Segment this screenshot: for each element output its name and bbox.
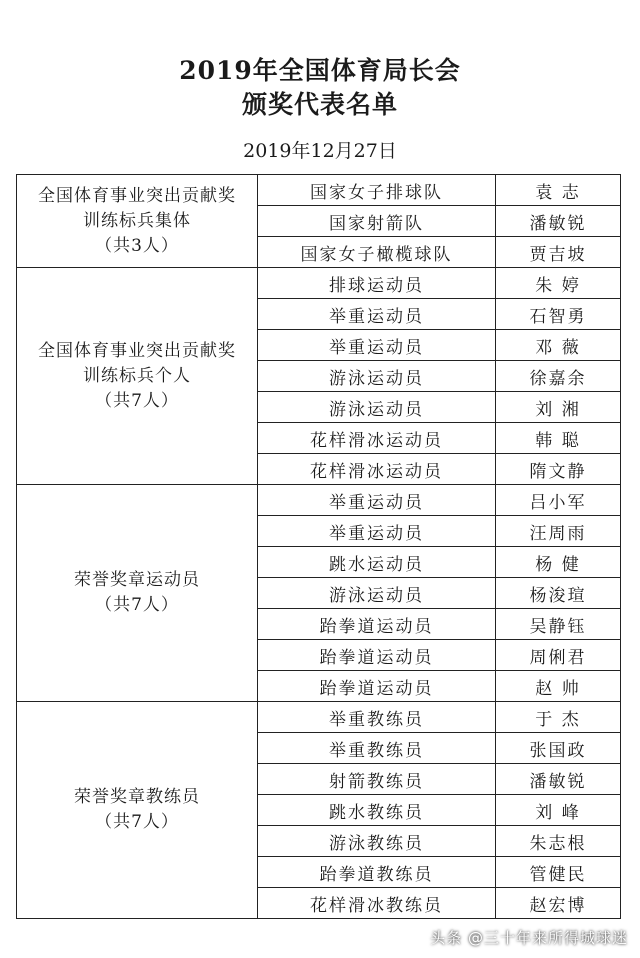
name-cell: 汪周雨 (496, 516, 621, 547)
name-cell: 贾吉坡 (496, 237, 621, 268)
table-row (17, 485, 621, 516)
name-cell: 吴静钰 (496, 609, 621, 640)
award-category-line: 荣誉奖章教练员 (74, 787, 200, 807)
name-cell: 杨 健 (496, 547, 621, 578)
award-category-line: （共7人） (95, 595, 179, 615)
award-category-line: 荣誉奖章运动员 (74, 570, 200, 590)
award-category-line: 全国体育事业突出贡献奖 (38, 185, 236, 206)
role-cell: 举重运动员 (258, 485, 496, 516)
role-cell: 花样滑冰运动员 (258, 423, 496, 454)
role-cell: 跆拳道运动员 (258, 640, 496, 671)
page-title-line-2: 颁奖代表名单 (241, 90, 398, 119)
name-cell: 张国政 (496, 733, 621, 764)
name-cell: 潘敏锐 (496, 764, 621, 795)
role-cell: 跆拳道运动员 (258, 609, 496, 640)
award-roster-table (16, 174, 621, 919)
award-category-line: （共7人） (95, 812, 179, 832)
name-cell: 朱志根 (496, 826, 621, 857)
name-cell: 于 杰 (496, 702, 621, 733)
role-cell: 游泳教练员 (258, 826, 496, 857)
award-category-cell (17, 485, 258, 702)
role-cell: 跳水运动员 (258, 547, 496, 578)
role-cell: 跆拳道教练员 (258, 857, 496, 888)
role-cell: 游泳运动员 (258, 361, 496, 392)
name-cell: 周俐君 (496, 640, 621, 671)
role-cell: 举重教练员 (258, 702, 496, 733)
name-cell: 刘 峰 (496, 795, 621, 826)
role-cell: 跆拳道运动员 (258, 671, 496, 702)
name-cell: 韩 聪 (496, 423, 621, 454)
table-row (17, 268, 621, 299)
role-cell: 国家射箭队 (258, 206, 496, 237)
name-cell: 石智勇 (496, 299, 621, 330)
award-category-cell (17, 268, 258, 485)
name-cell: 袁 志 (496, 175, 621, 206)
name-cell: 吕小军 (496, 485, 621, 516)
award-category-line: 训练标兵个人 (83, 365, 191, 386)
name-cell: 邓 薇 (496, 330, 621, 361)
table-row (17, 175, 621, 206)
role-cell: 举重运动员 (258, 299, 496, 330)
name-cell: 赵宏博 (496, 888, 621, 919)
role-cell: 举重教练员 (258, 733, 496, 764)
award-category-line: （共3人） (95, 235, 179, 256)
role-cell: 跳水教练员 (258, 795, 496, 826)
role-cell: 游泳运动员 (258, 578, 496, 609)
award-category-line: （共7人） (95, 390, 179, 411)
role-cell: 花样滑冰教练员 (258, 888, 496, 919)
table-row (17, 702, 621, 733)
page-title-line-1: 2019年全国体育局长会 (179, 56, 461, 85)
role-cell: 举重运动员 (258, 330, 496, 361)
award-category-cell (17, 175, 258, 268)
award-category-line: 训练标兵集体 (83, 210, 191, 231)
role-cell: 射箭教练员 (258, 764, 496, 795)
name-cell: 朱 婷 (496, 268, 621, 299)
name-cell: 赵 帅 (496, 671, 621, 702)
document-date: 2019年12月27日 (243, 140, 397, 162)
name-cell: 刘 湘 (496, 392, 621, 423)
name-cell: 杨浚瑄 (496, 578, 621, 609)
role-cell: 国家女子橄榄球队 (258, 237, 496, 268)
role-cell: 排球运动员 (258, 268, 496, 299)
role-cell: 游泳运动员 (258, 392, 496, 423)
role-cell: 国家女子排球队 (258, 175, 496, 206)
award-category-line: 全国体育事业突出贡献奖 (38, 340, 236, 361)
name-cell: 管健民 (496, 857, 621, 888)
source-watermark: 头条 @三十年来所得城球迷 (430, 929, 628, 947)
role-cell: 花样滑冰运动员 (258, 454, 496, 485)
role-cell: 举重运动员 (258, 516, 496, 547)
award-category-cell (17, 702, 258, 919)
name-cell: 潘敏锐 (496, 206, 621, 237)
name-cell: 徐嘉余 (496, 361, 621, 392)
name-cell: 隋文静 (496, 454, 621, 485)
